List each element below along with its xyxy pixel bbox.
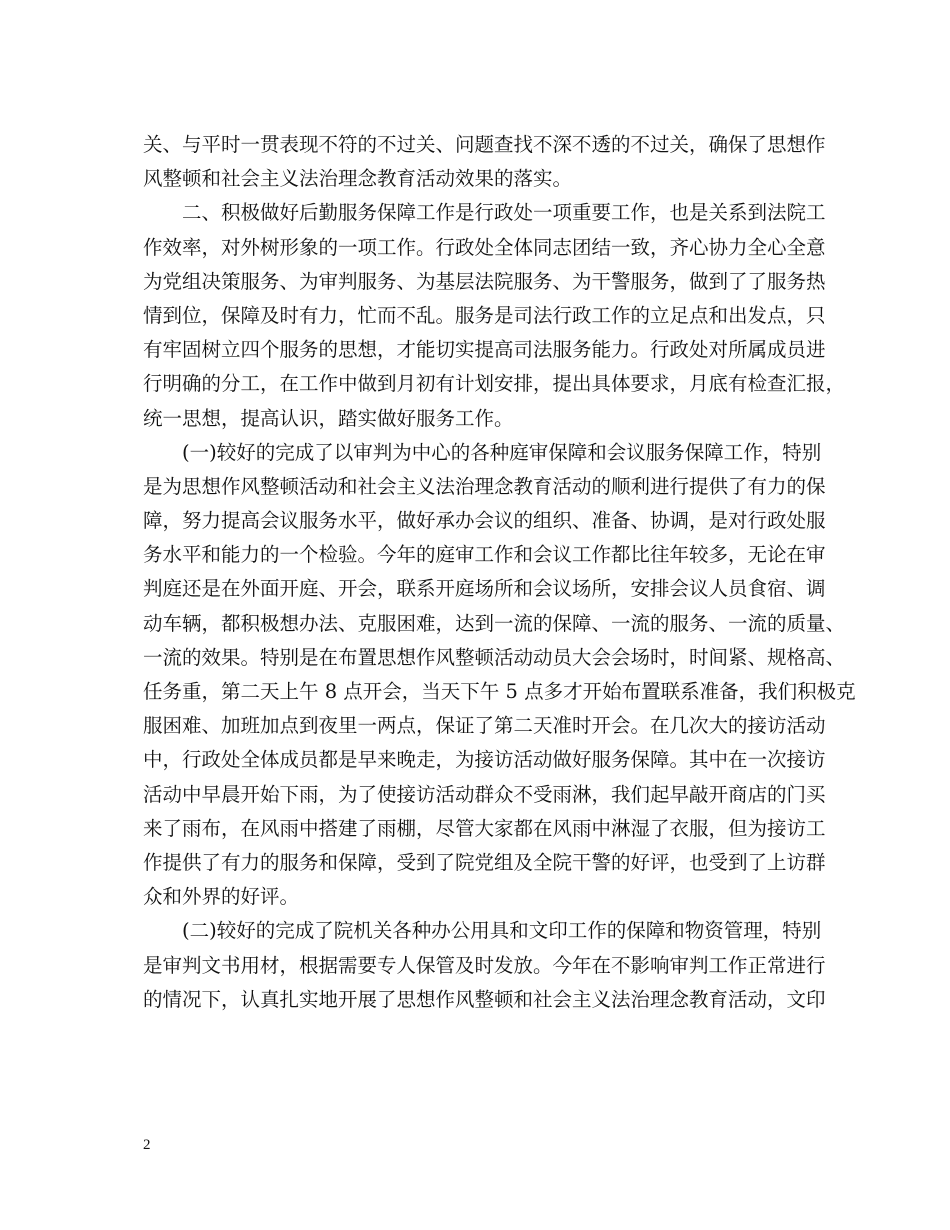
text-line: 判庭还是在外面开庭、开会，联系开庭场所和会议场所，安排会议人员食宿、调 [143, 577, 826, 601]
text-line: 服困难、加班加点到夜里一两点，保证了第二天准时开会。在几次大的接访活动 [143, 714, 826, 738]
text-line: 是审判文书用材，根据需要专人保管及时发放。今年在不影响审判工作正常进行 [143, 953, 826, 977]
text-line: 行明确的分工，在工作中做到月初有计划安排，提出具体要求，月底有检查汇报， [143, 372, 846, 396]
page-number: 2 [143, 1137, 151, 1153]
text-line: 活动中早晨开始下雨，为了使接访活动群众不受雨淋，我们起早敲开商店的门买 [143, 782, 826, 806]
text-line: 来了雨布，在风雨中搭建了雨棚，尽管大家都在风雨中淋湿了衣服，但为接访工 [143, 816, 826, 840]
text-line: 任务重，第二天上午 8 点开会，当天下午 5 点多才开始布置联系准备，我们积极克 [143, 680, 856, 703]
text-line: 众和外界的好评。 [143, 885, 300, 909]
text-line: 务水平和能力的一个检验。今年的庭审工作和会议工作都比往年较多，无论在审 [143, 543, 826, 567]
text-line: 的情况下，认真扎实地开展了思想作风整顿和社会主义法治理念教育活动，文印 [143, 987, 826, 1011]
text-line: 是为思想作风整顿活动和社会主义法治理念教育活动的顺利进行提供了有力的保 [143, 474, 826, 498]
text-line: 动车辆，都积极想办法、克服困难，达到一流的保障、一流的服务、一流的质量、 [143, 611, 846, 635]
text-line: 统一思想，提高认识，踏实做好服务工作。 [143, 406, 514, 430]
text-line: (一)较好的完成了以审判为中心的各种庭审保障和会议服务保障工作，特别 [182, 440, 822, 464]
text-line: 为党组决策服务、为审判服务、为基层法院服务、为干警服务，做到了了服务热 [143, 269, 826, 293]
text-line: 关、与平时一贯表现不符的不过关、问题查找不深不透的不过关，确保了思想作 [143, 133, 826, 156]
text-line: 作提供了有力的服务和保障，受到了院党组及全院干警的好评，也受到了上访群 [143, 850, 826, 874]
body-text [143, 128, 856, 1017]
text-line: 二、积极做好后勤服务保障工作是行政处一项重要工作，也是关系到法院工 [182, 201, 826, 225]
text-line: 风整顿和社会主义法治理念教育活动效果的落实。 [143, 167, 573, 191]
text-line: 中，行政处全体成员都是早来晚走，为接访活动做好服务保障。其中在一次接访 [143, 748, 826, 772]
text-line: 一流的效果。特别是在布置思想作风整顿活动动员大会会场时，时间紧、规格高、 [143, 645, 846, 669]
text-line: 障，努力提高会议服务水平，做好承办会议的组织、准备、协调，是对行政处服 [143, 509, 826, 533]
text-line: (二)较好的完成了院机关各种办公用具和文印工作的保障和物资管理，特别 [182, 919, 822, 943]
text-line: 有牢固树立四个服务的思想，才能切实提高司法服务能力。行政处对所属成员进 [143, 338, 826, 362]
text-line: 情到位，保障及时有力，忙而不乱。服务是司法行政工作的立足点和出发点，只 [143, 303, 826, 327]
text-line: 作效率，对外树形象的一项工作。行政处全体同志团结一致，齐心协力全心全意 [143, 235, 826, 259]
